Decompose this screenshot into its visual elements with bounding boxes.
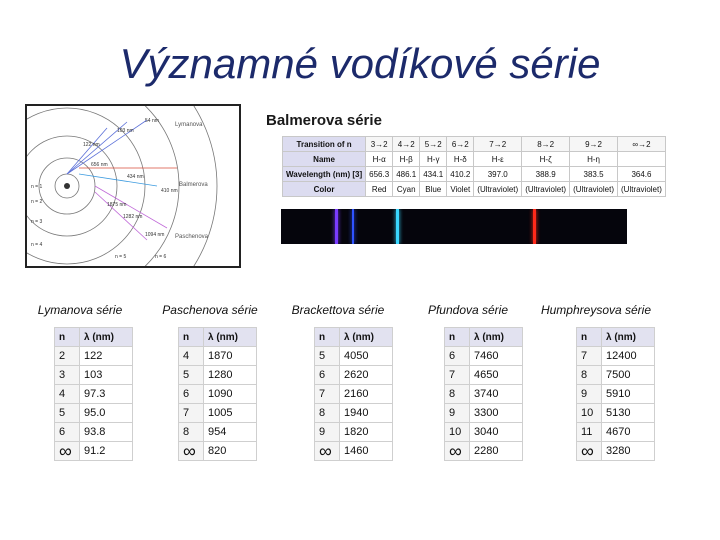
orbit-diagram-svg xyxy=(27,106,239,266)
table-cell: 820 xyxy=(204,442,257,461)
balmer-table xyxy=(282,136,666,197)
table-row xyxy=(577,366,655,385)
infinity-cell: ∞ xyxy=(577,442,602,461)
balmer-transition-row xyxy=(283,137,666,152)
spectral-line-cyan xyxy=(396,209,399,244)
table-cell: Wavelength (nm) [3] xyxy=(283,167,366,182)
table-cell: (Ultraviolet) xyxy=(618,182,666,197)
wavelength-label: 410 nm xyxy=(161,188,178,194)
table-cell: 7 xyxy=(179,404,204,423)
table-cell: 4 xyxy=(55,385,80,404)
table-cell: 5130 xyxy=(602,404,655,423)
table-cell: 1870 xyxy=(204,347,257,366)
table-cell: 2620 xyxy=(340,366,393,385)
table-cell: n xyxy=(55,328,80,347)
table-row xyxy=(577,442,655,461)
table-header-row xyxy=(577,328,655,347)
wavelength-label: 1282 nm xyxy=(123,214,143,220)
table-cell: 10 xyxy=(445,423,470,442)
level-label: n = 3 xyxy=(31,219,43,225)
table-cell: 8 xyxy=(315,404,340,423)
table-cell: H-η xyxy=(570,152,618,167)
table-row xyxy=(445,423,523,442)
table-cell: 5 xyxy=(55,404,80,423)
table-cell: H-β xyxy=(393,152,420,167)
balmer-arrow xyxy=(79,174,157,186)
table-cell: 5→2 xyxy=(420,137,447,152)
table-cell: 6 xyxy=(315,366,340,385)
paschen-arrow xyxy=(95,186,167,228)
table-cell: 4 xyxy=(179,347,204,366)
table-cell: 5910 xyxy=(602,385,655,404)
table-cell: 8→2 xyxy=(522,137,570,152)
table-cell: Color xyxy=(283,182,366,197)
table-cell: 1090 xyxy=(204,385,257,404)
table-row xyxy=(55,385,133,404)
table-row xyxy=(445,442,523,461)
balmer-color-row xyxy=(283,182,666,197)
table-cell: 91.2 xyxy=(80,442,133,461)
level-label: n = 6 xyxy=(155,254,167,260)
series-title-lyman: Lymanova série xyxy=(37,303,123,317)
balmer-name-row xyxy=(283,152,666,167)
table-cell: 2280 xyxy=(470,442,523,461)
level-label: n = 1 xyxy=(31,184,43,190)
table-cell: λ (nm) xyxy=(340,328,393,347)
table-cell: 7500 xyxy=(602,366,655,385)
table-cell: 5 xyxy=(315,347,340,366)
table-header-row xyxy=(315,328,393,347)
series-title-paschen: Paschenova série xyxy=(162,303,258,317)
table-cell: H-γ xyxy=(420,152,447,167)
table-cell: λ (nm) xyxy=(602,328,655,347)
infinity-cell: ∞ xyxy=(179,442,204,461)
table-row xyxy=(55,366,133,385)
table-cell: 8 xyxy=(445,385,470,404)
wavelength-label: 1094 nm xyxy=(145,232,165,238)
table-cell: 5 xyxy=(179,366,204,385)
table-row xyxy=(179,404,257,423)
energy-level-diagram xyxy=(25,104,241,268)
table-cell: 410.2 xyxy=(447,167,474,182)
table-cell: 364.6 xyxy=(618,167,666,182)
table-cell: n xyxy=(179,328,204,347)
table-cell: 1005 xyxy=(204,404,257,423)
table-cell: 8 xyxy=(179,423,204,442)
table-cell: 1940 xyxy=(340,404,393,423)
table-cell: λ (nm) xyxy=(80,328,133,347)
level-label: n = 2 xyxy=(31,199,43,205)
table-cell: Violet xyxy=(447,182,474,197)
wavelength-label: 103 nm xyxy=(117,128,134,134)
level-label: n = 5 xyxy=(115,254,127,260)
table-cell: 6 xyxy=(179,385,204,404)
table-cell: 434.1 xyxy=(420,167,447,182)
spectral-line-blue xyxy=(352,209,354,244)
series-title-pfund: Pfundova série xyxy=(427,303,509,317)
pfund-table xyxy=(444,327,523,461)
table-cell: 6 xyxy=(55,423,80,442)
balmer-wavelength-row xyxy=(283,167,666,182)
table-cell: 3 xyxy=(55,366,80,385)
table-row xyxy=(179,385,257,404)
series-title-humphreys: Humphreysova série xyxy=(540,303,652,317)
table-cell: 4670 xyxy=(602,423,655,442)
table-cell: (Ultraviolet) xyxy=(474,182,522,197)
table-cell: 1820 xyxy=(340,423,393,442)
wavelength-label: 656 nm xyxy=(91,162,108,168)
table-cell: n xyxy=(445,328,470,347)
table-row xyxy=(445,385,523,404)
table-cell: 7 xyxy=(315,385,340,404)
table-cell: 397.0 xyxy=(474,167,522,182)
table-row xyxy=(577,347,655,366)
table-cell: Red xyxy=(366,182,393,197)
table-cell: 2160 xyxy=(340,385,393,404)
table-row xyxy=(55,347,133,366)
table-cell: 3300 xyxy=(470,404,523,423)
table-row xyxy=(577,423,655,442)
table-row xyxy=(179,347,257,366)
label-balmer: Balmerova xyxy=(179,182,208,188)
table-row xyxy=(315,423,393,442)
table-cell: 3740 xyxy=(470,385,523,404)
table-cell: 388.9 xyxy=(522,167,570,182)
table-row xyxy=(315,385,393,404)
table-row xyxy=(445,404,523,423)
wavelength-label: 434 nm xyxy=(127,174,144,180)
table-cell: 1460 xyxy=(340,442,393,461)
table-cell: 11 xyxy=(577,423,602,442)
table-cell: 656.3 xyxy=(366,167,393,182)
table-row xyxy=(315,347,393,366)
table-header-row xyxy=(55,328,133,347)
wavelength-label: 1875 nm xyxy=(107,202,127,208)
table-cell: H-α xyxy=(366,152,393,167)
table-header-row xyxy=(445,328,523,347)
label-paschen: Paschenova xyxy=(175,234,209,240)
table-cell: 122 xyxy=(80,347,133,366)
table-cell xyxy=(618,152,666,167)
table-cell: 9 xyxy=(445,404,470,423)
table-cell: 7→2 xyxy=(474,137,522,152)
table-header-row xyxy=(179,328,257,347)
table-cell: 8 xyxy=(577,366,602,385)
table-row xyxy=(55,423,133,442)
lyman-table xyxy=(54,327,133,461)
table-row xyxy=(315,366,393,385)
table-cell: 93.8 xyxy=(80,423,133,442)
table-cell: 2 xyxy=(55,347,80,366)
series-title-brackett: Brackettova série xyxy=(291,303,385,317)
spectral-line-violet xyxy=(335,209,338,244)
table-row xyxy=(55,442,133,461)
table-cell: 10 xyxy=(577,404,602,423)
page-title: Významné vodíkové série xyxy=(119,40,601,87)
table-cell: H-ε xyxy=(474,152,522,167)
infinity-cell: ∞ xyxy=(445,442,470,461)
table-cell: 4→2 xyxy=(393,137,420,152)
table-cell: Blue xyxy=(420,182,447,197)
table-cell: λ (nm) xyxy=(204,328,257,347)
table-row xyxy=(577,385,655,404)
infinity-cell: ∞ xyxy=(55,442,80,461)
table-cell: 6→2 xyxy=(447,137,474,152)
table-cell: 97.3 xyxy=(80,385,133,404)
table-row xyxy=(179,423,257,442)
table-cell: 9→2 xyxy=(570,137,618,152)
table-row xyxy=(179,442,257,461)
table-cell: 3280 xyxy=(602,442,655,461)
table-cell: 4650 xyxy=(470,366,523,385)
table-row xyxy=(179,366,257,385)
spectral-line-red xyxy=(533,209,536,244)
table-row xyxy=(315,442,393,461)
table-cell: λ (nm) xyxy=(470,328,523,347)
table-cell: 95.0 xyxy=(80,404,133,423)
nucleus xyxy=(64,183,70,189)
table-cell: (Ultraviolet) xyxy=(570,182,618,197)
table-cell: 383.5 xyxy=(570,167,618,182)
table-cell: 1280 xyxy=(204,366,257,385)
balmer-spectrum-image xyxy=(281,209,627,244)
table-row xyxy=(315,404,393,423)
table-cell: H-δ xyxy=(447,152,474,167)
table-cell: 7 xyxy=(577,347,602,366)
table-cell: Transition of n xyxy=(283,137,366,152)
table-row xyxy=(445,347,523,366)
table-cell: H-ζ xyxy=(522,152,570,167)
table-cell: 9 xyxy=(315,423,340,442)
table-cell: 486.1 xyxy=(393,167,420,182)
table-row xyxy=(445,366,523,385)
table-cell: Name xyxy=(283,152,366,167)
table-cell: 9 xyxy=(577,385,602,404)
balmer-series-title: Balmerova série xyxy=(266,112,382,129)
humphreys-table xyxy=(576,327,655,461)
table-row xyxy=(577,404,655,423)
table-cell: ∞→2 xyxy=(618,137,666,152)
level-label: n = 4 xyxy=(31,242,43,248)
table-cell: Cyan xyxy=(393,182,420,197)
table-cell: (Ultraviolet) xyxy=(522,182,570,197)
table-cell: 3040 xyxy=(470,423,523,442)
brackett-table xyxy=(314,327,393,461)
infinity-cell: ∞ xyxy=(315,442,340,461)
table-row xyxy=(55,404,133,423)
wavelength-label: 122 nm xyxy=(83,142,100,148)
table-cell: n xyxy=(315,328,340,347)
table-cell: 3→2 xyxy=(366,137,393,152)
wavelength-label: 54 nm xyxy=(145,118,159,124)
table-cell: 7460 xyxy=(470,347,523,366)
table-cell: 103 xyxy=(80,366,133,385)
table-cell: 954 xyxy=(204,423,257,442)
table-cell: 7 xyxy=(445,366,470,385)
label-lyman: Lymanova xyxy=(175,122,203,128)
paschen-table xyxy=(178,327,257,461)
table-cell: 12400 xyxy=(602,347,655,366)
table-cell: 4050 xyxy=(340,347,393,366)
table-cell: n xyxy=(577,328,602,347)
table-cell: 6 xyxy=(445,347,470,366)
